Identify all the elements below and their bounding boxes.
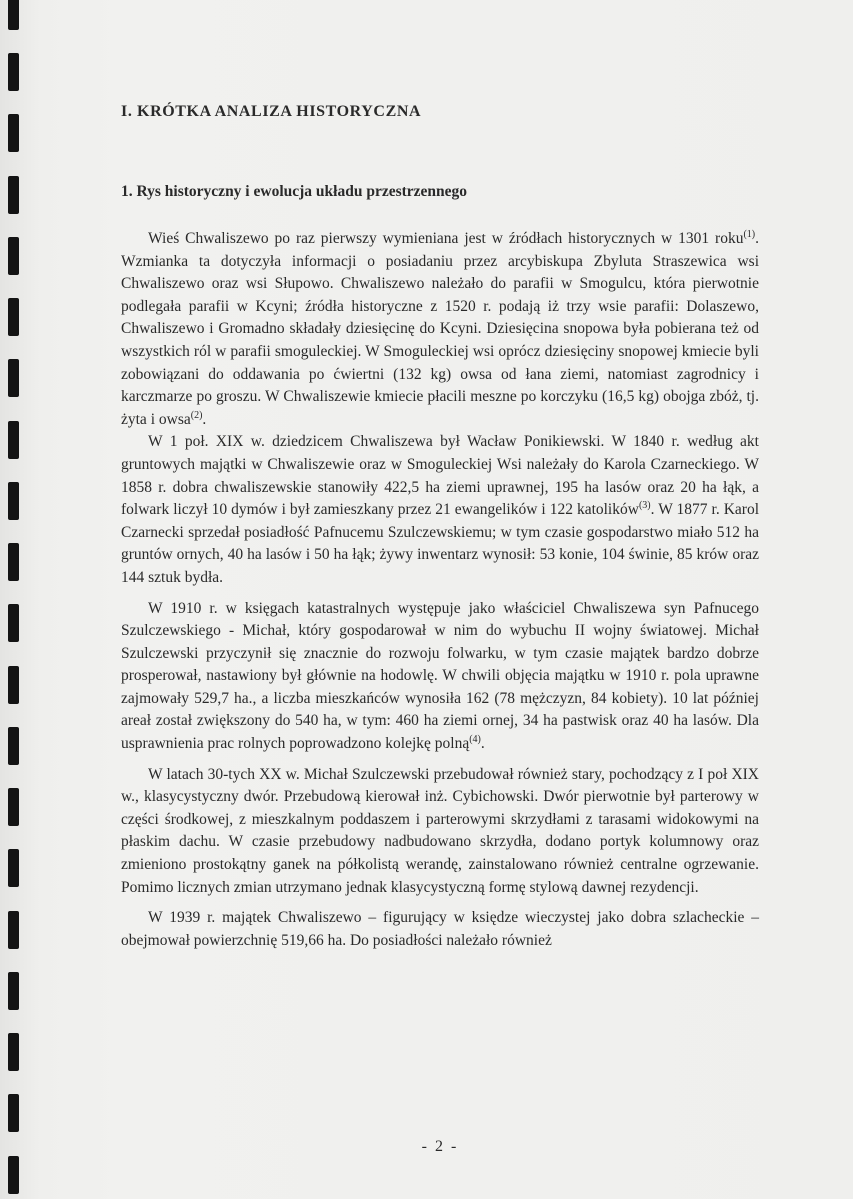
binding-hole-icon — [8, 604, 19, 642]
binding-hole-icon — [8, 359, 19, 397]
binding-hole-icon — [8, 114, 19, 152]
binding-hole-icon — [8, 788, 19, 826]
binding-hole-icon — [8, 727, 19, 765]
section-title: I. KRÓTKA ANALIZA HISTORYCZNA — [121, 103, 422, 120]
paragraph-3: W 1910 r. w księgach katastralnych występuje jako właściciel Chwaliszewa syn Pafnucego Szulczewskiego - Michał, który gospodarował w nim do wybuchu II wojny światowej. Michał Szulczewski przyczynił się znacznie do rozwoju folwarku, w tym czasie majątek bardzo dobrze prosperował, nastawiony był głównie na hodowlę. W chwili objęcia majątku w 1910 r. pola uprawne zajmowały 529,7 ha., a liczba mieszkańców wynosiła 162 (78 mężczyzn, 84 kobiety). 10 lat później areał został zwiększony do 540 ha, w tym: 460 ha ziemi ornej, 34 ha pastwisk oraz 40 ha lasów. Dla usprawnienia prac rolnych poprowadzono kolejkę polną$^{(4)}$. — [121, 599, 759, 753]
paragraph-5: W 1939 r. majątek Chwaliszewo – figurujący w księdze wieczystej jako dobra szlacheckie – obejmował powierzchnię 519,66 ha. Do posiadłości należało również — [121, 909, 759, 949]
binding-hole-icon — [8, 972, 19, 1010]
body-text — [121, 228, 759, 960]
subsection-title: 1. Rys historyczny i ewolucja układu przestrzennego — [121, 183, 468, 200]
binding-hole-icon — [8, 53, 19, 91]
paragraph-1: Wieś Chwaliszewo po raz pierwszy wymieniana jest w źródłach historycznych w 1301 roku$^{(1)}$. Wzmianka ta dotyczyła informacji o posiadaniu przez arcybiskupa Zbyluta Straszewica wsi Chwaliszewo oraz wsi Słupowo. Chwaliszewo należało do parafii w Smogulcu, która pierwotnie podlegała parafii w Kcyni; źródła historyczne z 1520 r. podają iż trzy wsie parafii: Dolaszewo, Chwaliszewo i Gromadno składały dziesięcinę do Kcyni. Dziesięcina snopowa była pobierana też od wszystkich ról w parafii smoguleckiej. W Smoguleckiej wsi oprócz dziesięciny snopowej kmiecie byli zobowiązani do oddawania po ćwiertni (132 kg) owsa od łana ziemi, natomiast zagrodnicy i karczmarze po groszu. W Chwaliszewie kmiecie płacili meszne po korczyku (16,5 kg) obojga zbóż, tj. żyta i owsa$^{(2)}$. — [121, 228, 759, 428]
paragraph-4: W latach 30-tych XX w. Michał Szulczewski przebudował również stary, pochodzący z I poł XIX w., klasycystyczny dwór. Przebudową kierował inż. Cybichowski. Dwór pierwotnie był parterowy w części środkowej, z mieszkalnym poddaszem i parterowymi skrzydłami z tarasami widokowymi na płaskim dachu. W czasie przebudowy nadbudowano skrzydła, dodano portyk kolumnowy oraz zmieniono prostokątny ganek na półkolistą werandę, zainstalowano również centralne ogrzewanie. Pomimo licznych zmian utrzymano jednak klasycystyczną formę stylową dawnej rezydencji. — [121, 765, 759, 896]
footnote-ref: (4) — [469, 733, 481, 745]
binding-hole-icon — [8, 421, 19, 459]
binding-hole-icon — [8, 849, 19, 887]
binding-hole-icon — [8, 1156, 19, 1194]
binding-hole-icon — [8, 1033, 19, 1071]
footnote-ref: (1) — [743, 228, 756, 240]
binding-hole-icon — [8, 237, 19, 275]
binding-hole-icon — [8, 543, 19, 581]
binding-hole-icon — [8, 298, 19, 336]
paragraph-2: W 1 poł. XIX w. dziedzicem Chwaliszewa był Wacław Ponikiewski. W 1840 r. według akt gruntowych majątki w Chwaliszewie oraz w Smoguleckiej Wsi należały do Karola Czarneckiego. W 1858 r. dobra chwaliszewskie stanowiły 422,5 ha ziemi uprawnej, 195 ha lasów oraz 20 ha łąk, a folwark liczył 10 dymów i był zamieszkany przez 21 ewangelików i 122 katolików$^{(3)}$. W 1877 r. Karol Czarnecki sprzedał posiadłość Pafnucemu Szulczewskiemu; w tym czasie gospodarstwo miało 512 ha gruntów ornych, 40 ha lasów i 50 ha łąk; żywy inwentarz wynosił: 53 konie, 104 świnie, 85 krów oraz 144 sztuk bydła. — [121, 433, 759, 586]
page-number: - 2 - — [421, 1138, 459, 1155]
binding-holes — [0, 0, 30, 1199]
binding-hole-icon — [8, 176, 19, 214]
binding-hole-icon — [8, 0, 19, 30]
binding-hole-icon — [8, 482, 19, 520]
binding-hole-icon — [8, 911, 19, 949]
footnote-ref: (2) — [190, 409, 203, 421]
binding-hole-icon — [8, 1094, 19, 1132]
footnote-ref: (3) — [638, 499, 651, 511]
binding-hole-icon — [8, 666, 19, 704]
